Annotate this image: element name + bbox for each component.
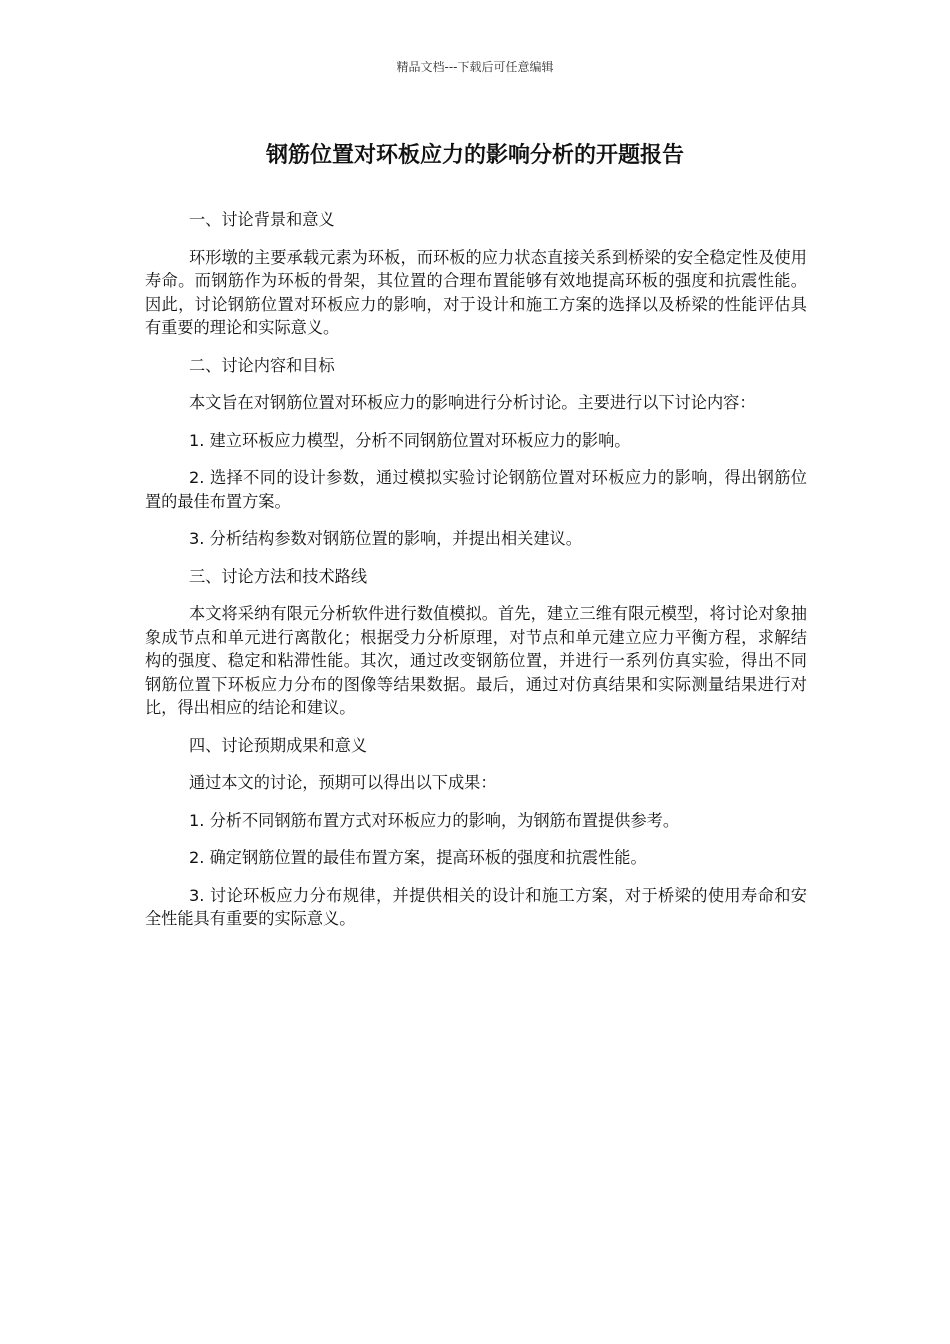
document-body xyxy=(145,208,807,945)
list-item-content-1: 1. 建立环板应力模型，分析不同钢筋位置对环板应力的影响。 xyxy=(189,430,631,450)
list-item-outcome-2: 2. 确定钢筋位置的最佳布置方案，提高环板的强度和抗震性能。 xyxy=(189,848,647,867)
paragraph-outcomes-intro: 通过本文的讨论，预期可以得出以下成果： xyxy=(189,773,497,792)
document-title: 钢筋位置对环板应力的影响分析的开题报告 xyxy=(265,143,684,168)
list-item-outcome-1: 1. 分析不同钢筋布置方式对环板应力的影响，为钢筋布置提供参考。 xyxy=(189,810,680,830)
header-watermark: 精品文档---下载后可任意编辑 xyxy=(396,60,554,74)
list-item-content-2: 2. 选择不同的设计参数，通过模拟实验讨论钢筋位置对环板应力的影响，得出钢筋位置的最佳布置方案。 xyxy=(145,468,807,511)
section-heading-outcomes: 四、讨论预期成果和意义 xyxy=(189,735,368,755)
section-heading-background: 一、讨论背景和意义 xyxy=(189,210,335,229)
list-item-content-3: 3. 分析结构参数对钢筋位置的影响，并提出相关建议。 xyxy=(189,529,582,548)
paragraph-content-intro: 本文旨在对钢筋位置对环板应力的影响进行分析讨论。主要进行以下讨论内容： xyxy=(189,393,756,412)
paragraph-method: 本文将采纳有限元分析软件进行数值模拟。首先，建立三维有限元模型，将讨论对象抽象成节点和单元进行离散化；根据受力分析原理，对节点和单元建立应力平衡方程，求解结构的强度、稳定和粘滞性能。其次，通过改变钢筋位置，并进行一系列仿真实验，得出不同钢筋位置下环板应力分布的图像等结果数据。最后，通过对仿真结果和实际测量结果进行对比，得出相应的结论和建议。 xyxy=(145,604,807,717)
paragraph-background: 环形墩的主要承载元素为环板，而环板的应力状态直接关系到桥梁的安全稳定性及使用寿命。而钢筋作为环板的骨架，其位置的合理布置能够有效地提高环板的强度和抗震性能。因此，讨论钢筋位置对环板应力的影响，对于设计和施工方案的选择以及桥梁的性能评估具有重要的理论和实际意义。 xyxy=(145,247,807,337)
section-heading-content: 二、讨论内容和目标 xyxy=(189,355,335,375)
section-heading-method: 三、讨论方法和技术路线 xyxy=(189,566,368,586)
list-item-outcome-3: 3. 讨论环板应力分布规律，并提供相关的设计和施工方案，对于桥梁的使用寿命和安全性能具有重要的实际意义。 xyxy=(145,885,807,928)
